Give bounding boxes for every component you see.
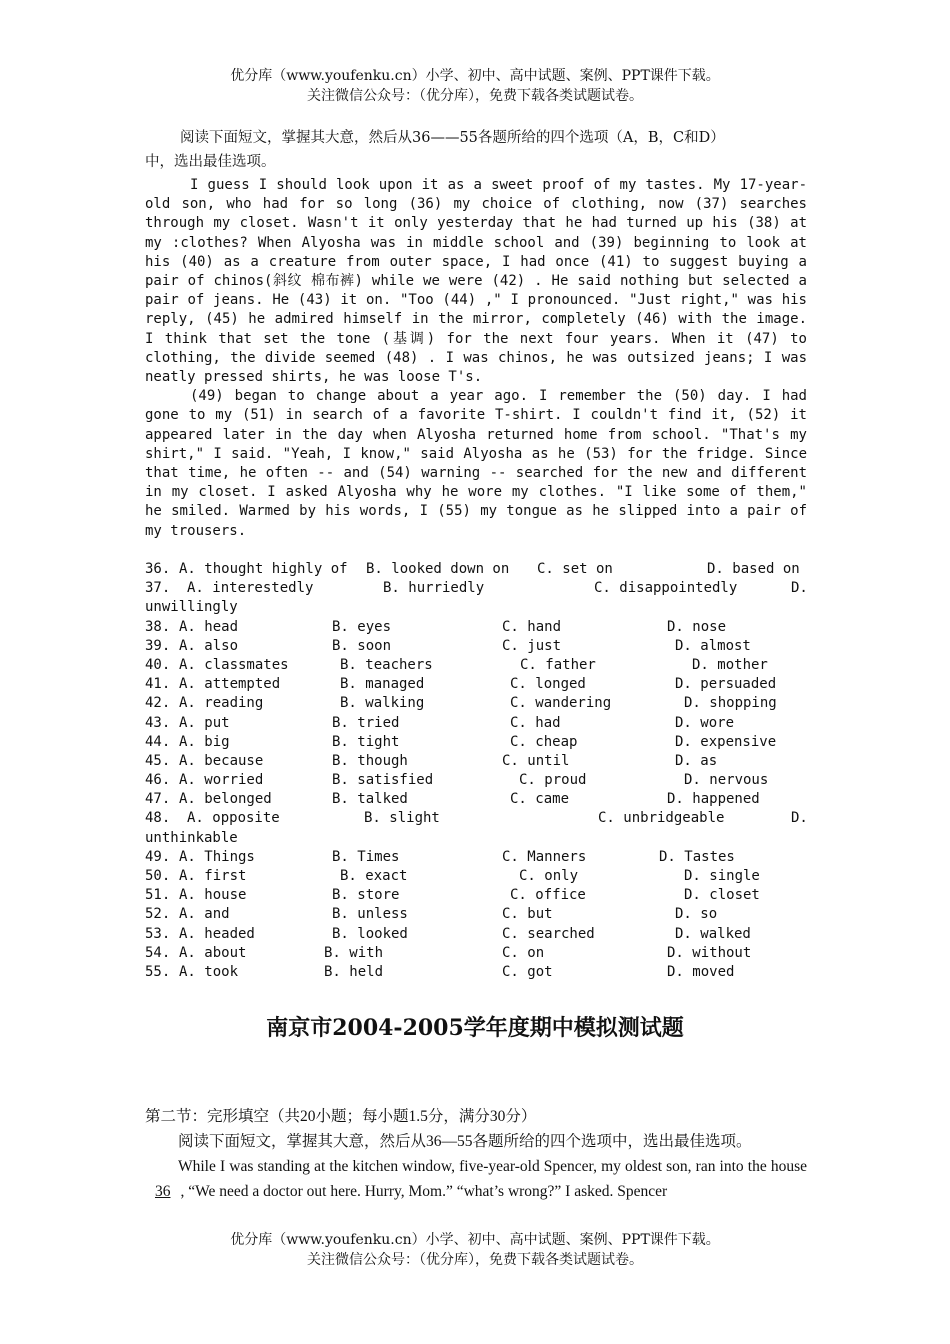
option-b: B. hurriedly [383,580,485,597]
option-d: D. expensive [675,733,777,750]
option-b: B. soon [332,637,392,654]
option-c: C. longed [510,676,586,693]
question-number: 38. [145,618,171,635]
option-c: C. disappointedly [594,580,738,597]
option-c: C. until [502,752,570,769]
option-c: C. on [502,944,545,961]
option-b: B. slight [364,810,440,827]
option-c: C. got [502,963,553,980]
option-d: D. happened [667,791,760,808]
option-row [145,656,807,675]
question-number: 44. [145,733,171,750]
option-a: A. Things [179,848,255,865]
option-d: D. moved [667,963,735,980]
page-footer [0,1230,950,1270]
option-row [145,771,807,790]
section-instructions: 阅读下面短文，掌握其大意，然后从36—55各题所给的四个选项中，选出最佳选项。 [178,1133,752,1150]
option-row [145,579,807,598]
option-c: C. proud [519,772,587,789]
option-row [145,867,807,886]
option-c: C. father [520,656,596,673]
option-a: A. head [179,618,239,635]
option-a: A. worried [179,772,264,789]
option-a: A. belonged [179,791,272,808]
option-b: B. store [332,887,400,904]
option-b: B. exact [340,868,408,884]
option-d-continuation: unwillingly [145,599,238,616]
answer-options [145,560,807,982]
option-b: B. held [324,963,384,980]
option-a: A. opposite [187,810,280,827]
option-row-continuation [145,829,807,848]
option-d: D. persuaded [675,676,777,693]
option-row [145,752,807,771]
cloze-passage [145,176,807,541]
passage-paragraph-2: (49) began to change about a year ago. I remember the (50) day. I had gone to my (51) in search of a favorite T-shirt. I couldn't find it, (52) it appeared later in the day when Alyosha returned home from school. "That's my shirt," I said. "Yeah, I know," said Alyosha as he (53) for the fridge. Since that time, he often -- and (54) warning -- searched for the new and different in my closet. I asked Alyosha why he wore my clothes. "I like some of them," he smiled. Warmed by his words, I (55) my tongue as he slipped into a pair of my trousers. [145,388,807,539]
option-row [145,694,807,713]
section-passage [145,1154,807,1204]
option-d: D. so [675,906,718,923]
option-row [145,809,807,828]
option-a: A. and [179,906,230,923]
question-number: 39. [145,637,171,654]
question-number: 51. [145,887,171,904]
option-a: A. took [179,963,239,980]
option-row [145,560,807,579]
option-row [145,618,807,637]
question-number: 40. [145,656,171,673]
option-b: B. looked down on [366,561,510,577]
option-row [145,790,807,809]
option-c: C. set on [537,561,613,577]
option-a: A. first [179,868,247,884]
option-c: C. came [510,791,570,808]
option-row [145,714,807,733]
question-number: 49. [145,848,171,865]
blank-36: 36 [155,1183,171,1200]
option-c: C. only [519,868,579,884]
question-number: 41. [145,676,171,693]
header-line-2: 关注微信公众号：（优分库），免费下载各类试题试卷。 [307,88,643,104]
option-b: B. talked [332,791,408,808]
option-a: A. reading [179,695,264,712]
question-number: 54. [145,944,171,961]
option-a: A. thought highly of [179,561,348,577]
option-c: C. but [502,906,553,923]
option-row [145,886,807,905]
option-a: A. put [179,714,230,731]
option-d: D. walked [675,925,751,942]
option-b: B. satisfied [332,772,434,789]
option-c: C. unbridgeable [598,810,725,827]
option-d: D. almost [675,637,751,654]
option-a: A. attempted [179,676,281,693]
option-row [145,733,807,752]
section-heading: 第二节：完形填空（共20小题；每小题1.5分，满分30分） [145,1108,537,1125]
reading-instructions [145,126,807,174]
option-row [145,637,807,656]
page-header [0,66,950,106]
option-a: A. headed [179,925,255,942]
option-b: B. managed [340,676,425,693]
option-b: B. looked [332,925,408,942]
option-a: A. classmates [179,656,289,673]
option-c: C. Manners [502,848,587,865]
option-d: D. single [684,868,760,884]
option-d: D. based on [707,561,800,577]
option-d: D. shopping [684,695,777,712]
question-number: 42. [145,695,171,712]
option-b: B. eyes [332,618,392,635]
passage-text-after-blank: , “We need a doctor out here. Hurry, Mom.” “what’s wrong?” I asked. Spencer [180,1183,668,1200]
option-b: B. tried [332,714,400,731]
option-row [145,848,807,867]
question-number: 48. [145,810,171,827]
instructions-line-2: 中，选出最佳选项。 [145,154,276,170]
question-number: 50. [145,868,171,884]
option-d: D. wore [675,714,735,731]
option-a: A. interestedly [187,580,314,597]
option-row [145,925,807,944]
passage-text-before-blank: While I was standing at the kitchen window, five-year-old Spencer, my oldest son, ran into the house [178,1158,807,1175]
option-c: C. cheap [510,733,578,750]
passage-paragraph-1: I guess I should look upon it as a sweet proof of my tastes. My 17-year-old son, who had for so long (36) my choice of clothing, now (37) searches through my closet. Wasn't it only yesterday that he had turned up his (38) at my :clothes? When Alyosha was in middle school and (39) beginning to look at his (40) as a creature from outer space, I had once (41) to suggest buying a pair of chinos(斜纹 棉布裤) while we were (42) . He said nothing but selected a pair of jeans. He (43) it on. "Too (44) ," I pronounced. "Just right," was his reply, (45) he admired himself in the mirror, completely (46) with the image. I think that set the tone (基调) for the next four years. When it (47) to clothing, the divide seemed (48) . I was chinos, he was outsized jeans; I was neatly pressed shirts, he was loose T's. [145,177,807,386]
option-d-continuation: unthinkable [145,829,238,846]
option-c: C. office [510,887,586,904]
option-a: A. also [179,637,239,654]
question-number: 53. [145,925,171,942]
header-line-1: 优分库（www.youfenku.cn）小学、初中、高中试题、案例、PPT课件下载。 [230,68,720,84]
option-b: B. tight [332,733,400,750]
option-d: D. [791,580,808,597]
option-c: C. had [510,714,561,731]
option-a: A. about [179,944,247,961]
option-c: C. hand [502,618,562,635]
option-b: B. walking [340,695,425,712]
question-number: 47. [145,791,171,808]
option-a: A. house [179,887,247,904]
question-number: 45. [145,752,171,769]
exam-title: 南京市2004-2005学年度期中模拟测试题 [266,1015,684,1041]
option-b: B. teachers [340,656,433,673]
option-row [145,963,807,982]
question-number: 55. [145,963,171,980]
footer-line-1: 优分库（www.youfenku.cn）小学、初中、高中试题、案例、PPT课件下载。 [230,1232,720,1248]
option-a: A. because [179,752,264,769]
option-d: D. as [675,752,718,769]
question-number: 37. [145,580,171,597]
question-number: 46. [145,772,171,789]
option-row-continuation [145,598,807,617]
option-c: C. searched [502,925,595,942]
option-b: B. though [332,752,408,769]
footer-line-2: 关注微信公众号：（优分库），免费下载各类试题试卷。 [307,1252,643,1268]
option-b: B. Times [332,848,400,865]
section-two [145,1104,807,1204]
option-b: B. unless [332,906,408,923]
option-row [145,675,807,694]
option-row [145,944,807,963]
option-d: D. nervous [684,772,769,789]
option-row [145,905,807,924]
option-d: D. Tastes [659,848,735,865]
option-d: D. without [667,944,752,961]
option-d: D. closet [684,887,760,904]
option-c: C. just [502,637,562,654]
option-b: B. with [324,944,384,961]
option-d: D. mother [692,656,768,673]
instructions-line-1: 阅读下面短文，掌握其大意，然后从36——55各题所给的四个选项（A，B，C和D） [180,130,725,146]
question-number: 52. [145,906,171,923]
option-a: A. big [179,733,230,750]
question-number: 43. [145,714,171,731]
option-d: D. nose [667,618,727,635]
option-c: C. wandering [510,695,612,712]
question-number: 36. [145,561,171,577]
option-d: D. [791,810,808,827]
